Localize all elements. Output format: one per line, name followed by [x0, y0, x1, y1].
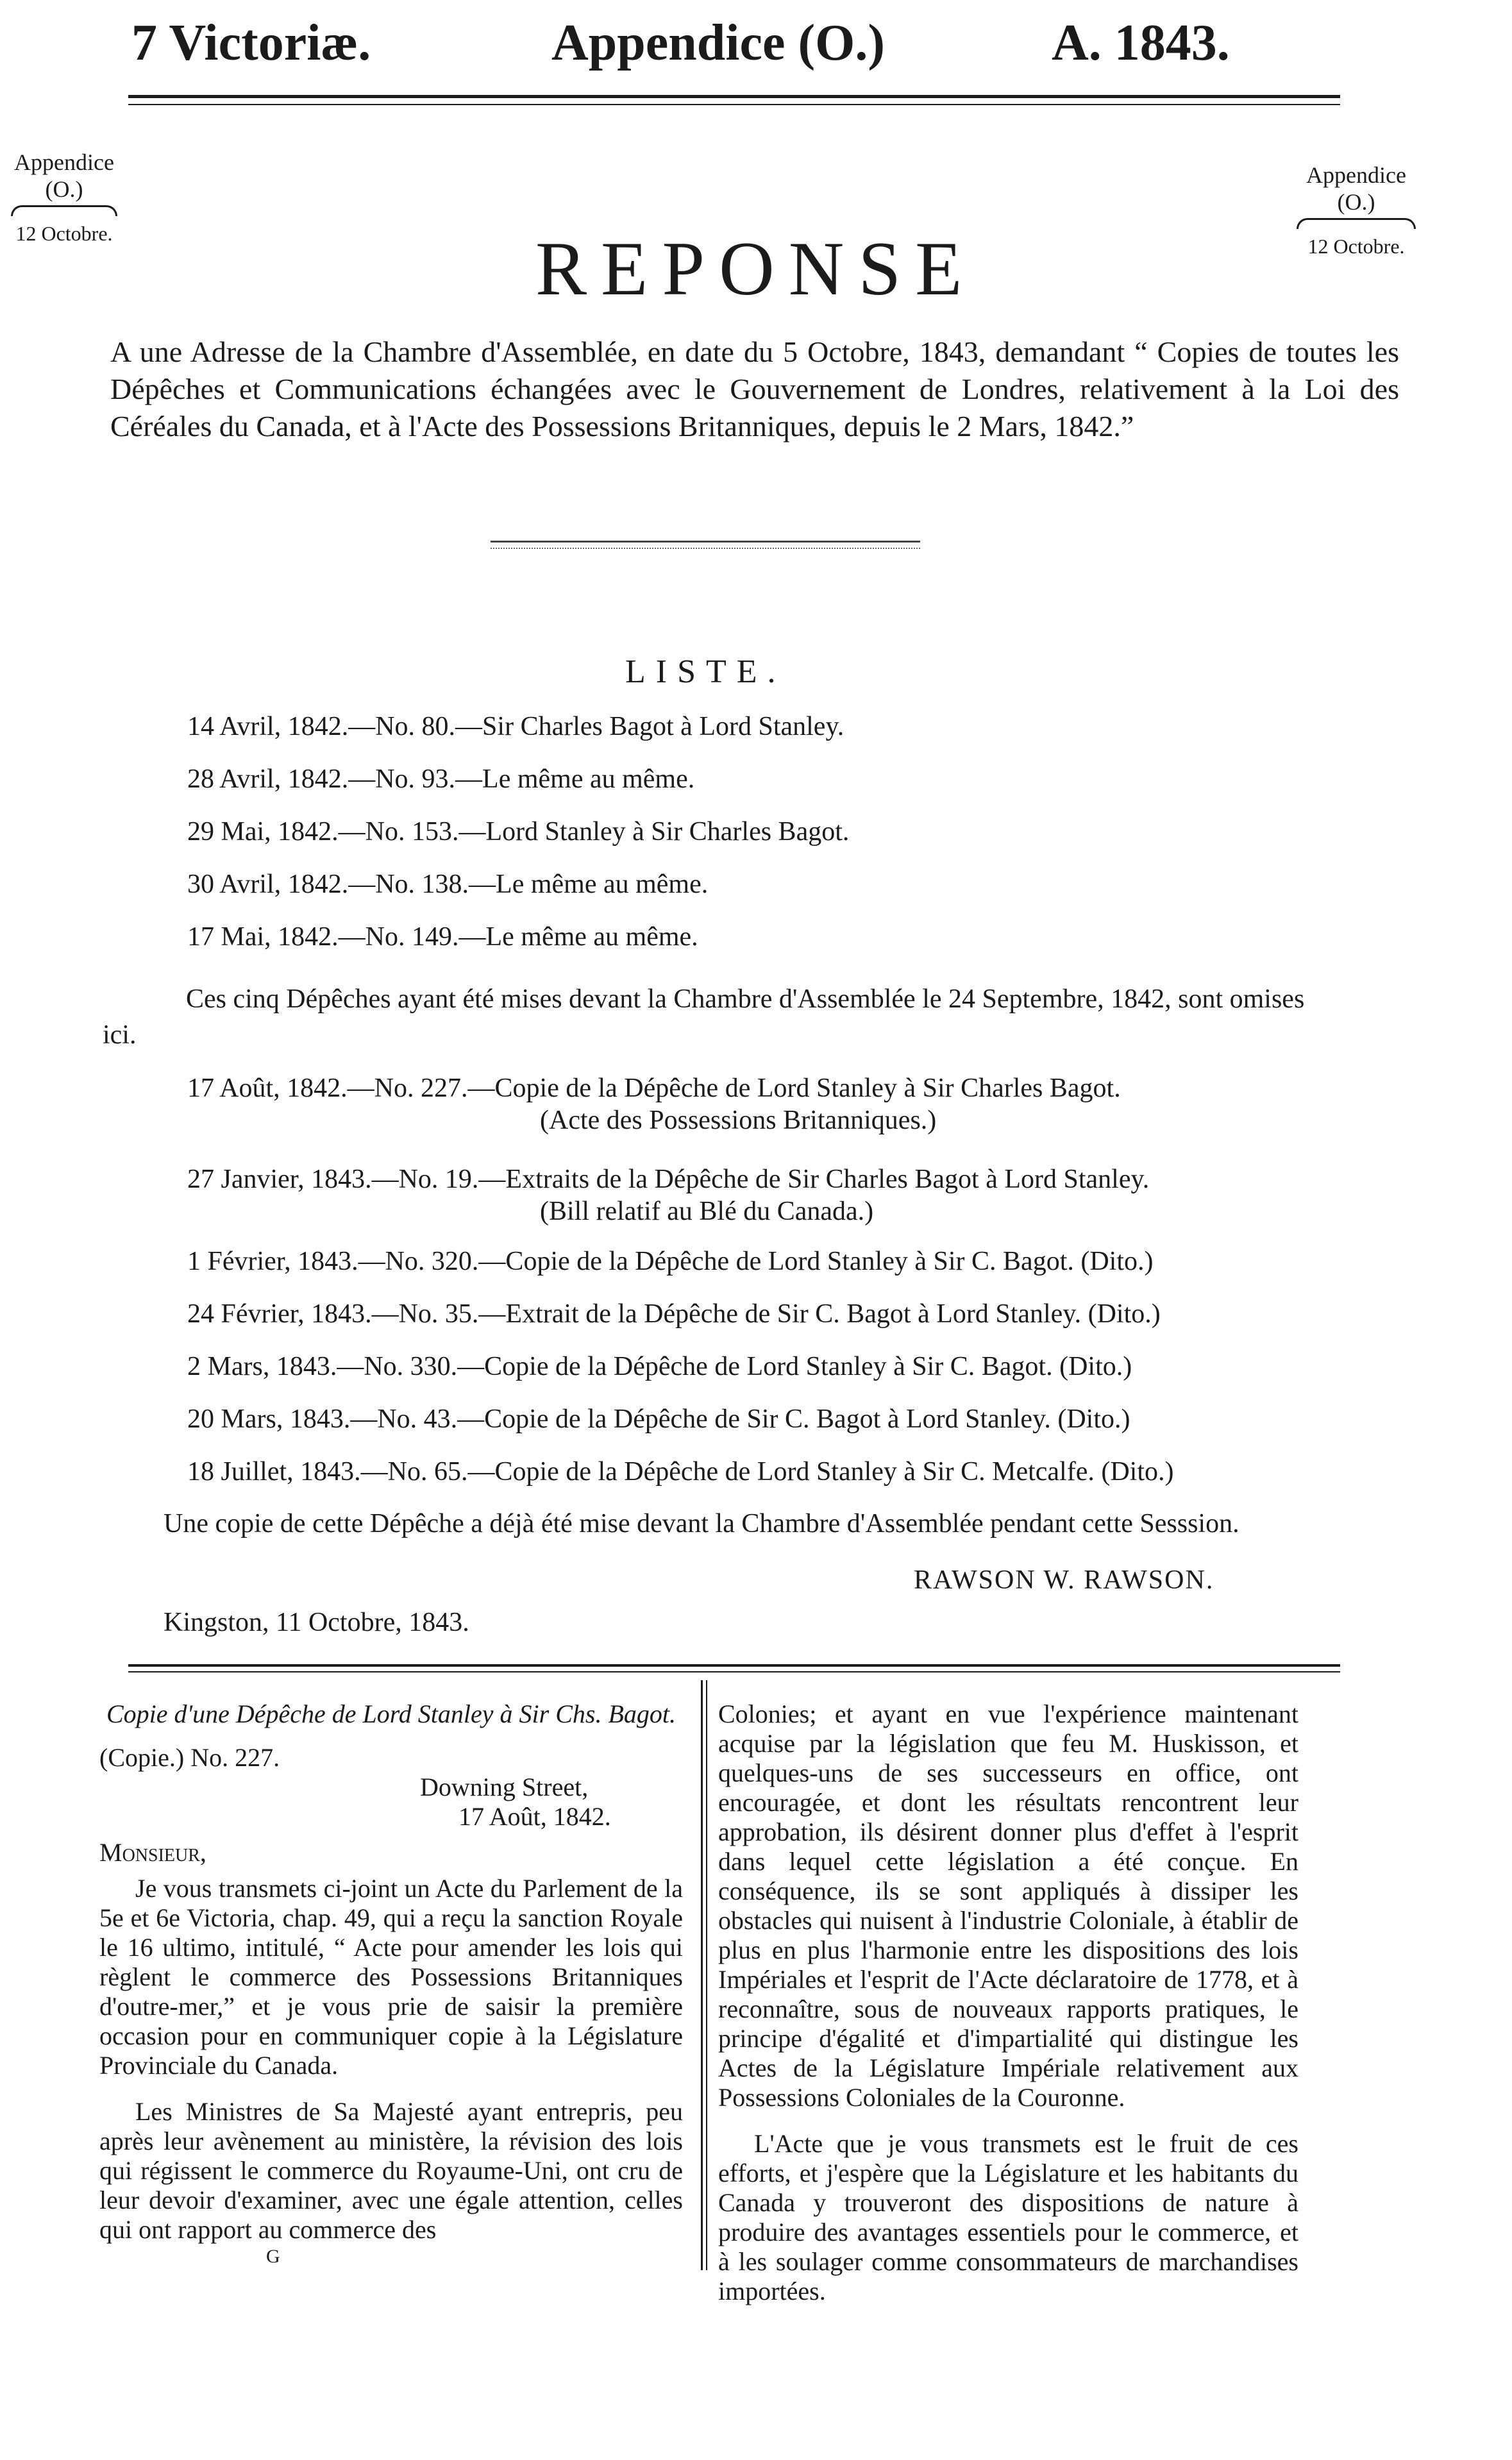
- margin-note-left-line2: (O.): [45, 176, 83, 202]
- header-rule-thick: [128, 95, 1340, 98]
- dispatch-paragraph: Les Ministres de Sa Majesté ayant entrepris, peu après leur avènement au ministère, la révision des lois qui régissent le commerce du Royaume-Uni, ont cru de leur devoir d'examiner, avec une égale attention, celles qui ont rapport au commerce des: [99, 2097, 683, 2244]
- header-rule-thin: [128, 104, 1340, 105]
- page-title: REPONSE: [535, 226, 977, 311]
- liste-entry: 18 Juillet, 1843.—No. 65.—Copie de la Dépêche de Lord Stanley à Sir C. Metcalfe. (Dito.): [187, 1457, 1174, 1487]
- liste-note-omitted: Ces cinq Dépêches ayant été mises devant la Chambre d'Assemblée le 24 Septembre, 1842, sont omises ici.: [103, 984, 1305, 1050]
- liste-entry-subtitle: (Bill relatif au Blé du Canada.): [540, 1197, 874, 1226]
- column-divider: [701, 1680, 703, 2270]
- margin-note-right-line3: 12 Octobre.: [1307, 235, 1405, 258]
- left-column: [99, 1699, 683, 2266]
- margin-note-right-line1: Appendice: [1306, 162, 1406, 188]
- liste-entry-with-sub: [187, 1163, 1149, 1227]
- signatory-name: RAWSON W. RAWSON.: [914, 1565, 1214, 1595]
- liste-entry: 27 Janvier, 1843.—No. 19.—Extraits de la Dépêche de Sir Charles Bagot à Lord Stanley.: [187, 1165, 1150, 1194]
- dispatch-paragraph: Je vous transmets ci-joint un Acte du Parlement de la 5e et 6e Victoria, chap. 49, qui a reçu la sanction Royale le 16 ultimo, intitulé, “ Acte pour amender les lois qui règlent le commerce des Possessions Britanniques d'outre-mer,” et je vous prie de saisir la première occasion pour en communiquer copie à la Législature Provinciale du Canada.: [99, 1874, 683, 2080]
- signature-mark: G: [266, 2246, 280, 2267]
- liste-entry: 30 Avril, 1842.—No. 138.—Le même au même.: [187, 870, 709, 899]
- liste-title: LISTE.: [625, 653, 786, 690]
- margin-note-left: [0, 149, 128, 247]
- header-appendix: Appendice (O.): [551, 15, 885, 71]
- liste-entry-subtitle: (Acte des Possessions Britanniques.): [540, 1106, 937, 1135]
- liste-entry: 2 Mars, 1843.—No. 330.—Copie de la Dépêche de Lord Stanley à Sir C. Bagot. (Dito.): [187, 1352, 1132, 1381]
- liste-entry: 1 Février, 1843.—No. 320.—Copie de la Dépêche de Lord Stanley à Sir C. Bagot. (Dito.): [187, 1247, 1154, 1276]
- dispatch-number: (Copie.) No. 227.: [99, 1743, 280, 1772]
- liste-entry: 24 Février, 1843.—No. 35.—Extrait de la Dépêche de Sir C. Bagot à Lord Stanley. (Dito.): [187, 1299, 1161, 1329]
- intro-paragraph: A une Adresse de la Chambre d'Assemblée, en date du 5 Octobre, 1843, demandant “ Copies de toutes les Dépêches et Communications échangées avec le Gouvernement de Londres, relativement à la Loi des Céréales du Canada, et à l'Acte des Possessions Britanniques, depuis le 2 Mars, 1842.”: [110, 335, 1399, 442]
- liste-entry: 20 Mars, 1843.—No. 43.—Copie de la Dépêche de Sir C. Bagot à Lord Stanley. (Dito.): [187, 1404, 1130, 1434]
- brace-mark: [11, 205, 117, 216]
- header-year: A. 1843.: [1052, 15, 1230, 71]
- dispatch-paragraph: L'Acte que je vous transmets est le fruit de ces efforts, et j'espère que la Législature et les habitants du Canada y trouveront des dispositions de nature à produire des avantages essentiels pour le commerce, et à les soulager comme consommateurs de marchandises importées.: [718, 2129, 1298, 2305]
- section-divider: [491, 541, 920, 549]
- dispatch-paragraph: Colonies; et ayant en vue l'expérience maintenant acquise par la législation que feu M. Huskisson, et quelques-uns de ses successeurs en office, ont encouragée, et dont les résultats rencontrent leur approbation, ils désirent donner plus d'effet à l'esprit dans lequel cette législation a été conçue. En conséquence, ils se sont appliqués à dissiper les obstacles qui nuisent à l'industrie Coloniale, à établir de plus en plus l'harmonie entre les dispositions des lois Impériales et l'esprit de l'Acte déclaratoire de 1778, et à reconnaître, sous de nouveaux rapports pratiques, le principe d'égalité et d'impartialité qui distingue les Actes de la Législature Impériale relativement aux Possessions Coloniales de la Couronne.: [718, 1699, 1298, 2112]
- column-divider-thin: [706, 1680, 707, 2270]
- right-column: [718, 1699, 1298, 2306]
- margin-note-left-line1: Appendice: [14, 149, 114, 175]
- dispatch-address-line1: Downing Street,: [420, 1773, 589, 1801]
- liste-entry: 17 Août, 1842.—No. 227.—Copie de la Dépêche de Lord Stanley à Sir Charles Bagot.: [187, 1074, 1121, 1103]
- header-session: 7 Victoriæ.: [131, 15, 371, 71]
- columns-top-rule: [128, 1664, 1340, 1667]
- dispatch-heading: Copie d'une Dépêche de Lord Stanley à Sir Chs. Bagot.: [106, 1699, 676, 1728]
- columns-top-rule-thin: [128, 1671, 1340, 1672]
- liste-entry: 17 Mai, 1842.—No. 149.—Le même au même.: [187, 922, 698, 952]
- brace-mark: [1297, 218, 1416, 229]
- liste-entry: 29 Mai, 1842.—No. 153.—Lord Stanley à Sir Charles Bagot.: [187, 817, 850, 847]
- dispatch-salutation: Monsieur,: [99, 1838, 206, 1867]
- margin-note-right: [1286, 162, 1427, 260]
- dispatch-address-line2: 17 Août, 1842.: [458, 1802, 611, 1831]
- margin-note-right-line2: (O.): [1337, 189, 1375, 215]
- liste-note-session: Une copie de cette Dépêche a déjà été mise devant la Chambre d'Assemblée pendant cette Sesssion.: [164, 1509, 1239, 1538]
- place-date: Kingston, 11 Octobre, 1843.: [164, 1608, 469, 1637]
- liste-entry: 28 Avril, 1842.—No. 93.—Le même au même.: [187, 764, 695, 794]
- margin-note-left-line3: 12 Octobre.: [15, 222, 113, 245]
- liste-entry-with-sub: [187, 1072, 1121, 1136]
- liste-entry: 14 Avril, 1842.—No. 80.—Sir Charles Bagot à Lord Stanley.: [187, 712, 844, 741]
